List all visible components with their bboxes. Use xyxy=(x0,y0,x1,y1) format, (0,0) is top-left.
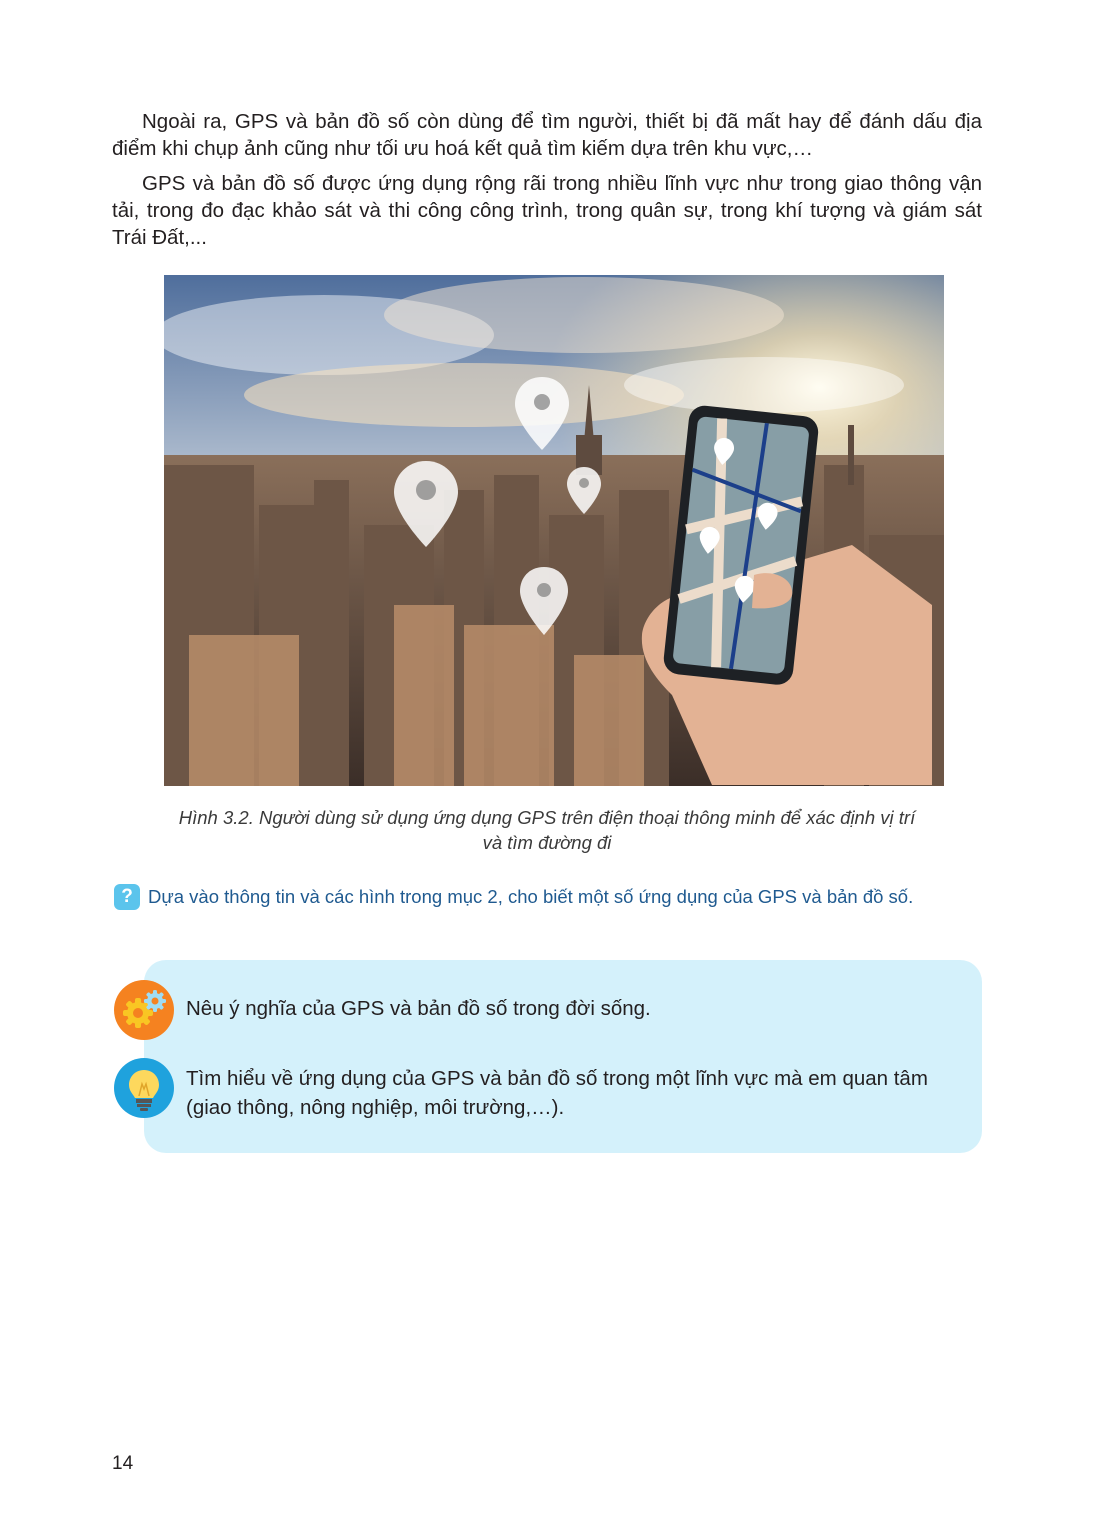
paragraph-1: Ngoài ra, GPS và bản đồ số còn dùng để tìm người, thiết bị đã mất hay để đánh dấu địa điểm khi chụp ảnh cũng như tối ưu hoá kết quả tìm kiếm dựa trên khu vực,… xyxy=(112,110,982,160)
activity-box xyxy=(144,960,982,1153)
caption-line-2: và tìm đường đi xyxy=(482,832,612,853)
gears-icon xyxy=(114,980,174,1040)
question-text: Dựa vào thông tin và các hình trong mục 2, cho biết một số ứng dụng của GPS và bản đồ số. xyxy=(148,886,914,907)
lightbulb-icon xyxy=(114,1058,174,1118)
activity-text-1: Nêu ý nghĩa của GPS và bản đồ số trong đời sống. xyxy=(186,997,651,1020)
figure-caption xyxy=(112,805,982,855)
question-prompt xyxy=(114,882,994,912)
page-number: 14 xyxy=(112,1453,134,1474)
city-gps-figure xyxy=(164,275,944,786)
activity-text-2: Tìm hiểu về ứng dụng của GPS và bản đồ số trong một lĩnh vực mà em quan tâm (giao thông, nông nghiệp, môi trường,…). xyxy=(186,1067,928,1119)
paragraph-2: GPS và bản đồ số được ứng dụng rộng rãi trong nhiều lĩnh vực như trong giao thông vận tải, trong đo đạc khảo sát và thi công công trình, trong quân sự, trong khí tượng và giám sát Trái Đất,... xyxy=(112,172,982,249)
caption-line-1: Hình 3.2. Người dùng sử dụng ứng dụng GPS trên điện thoại thông minh để xác định vị trí xyxy=(178,807,916,828)
question-icon: ? xyxy=(114,884,140,910)
